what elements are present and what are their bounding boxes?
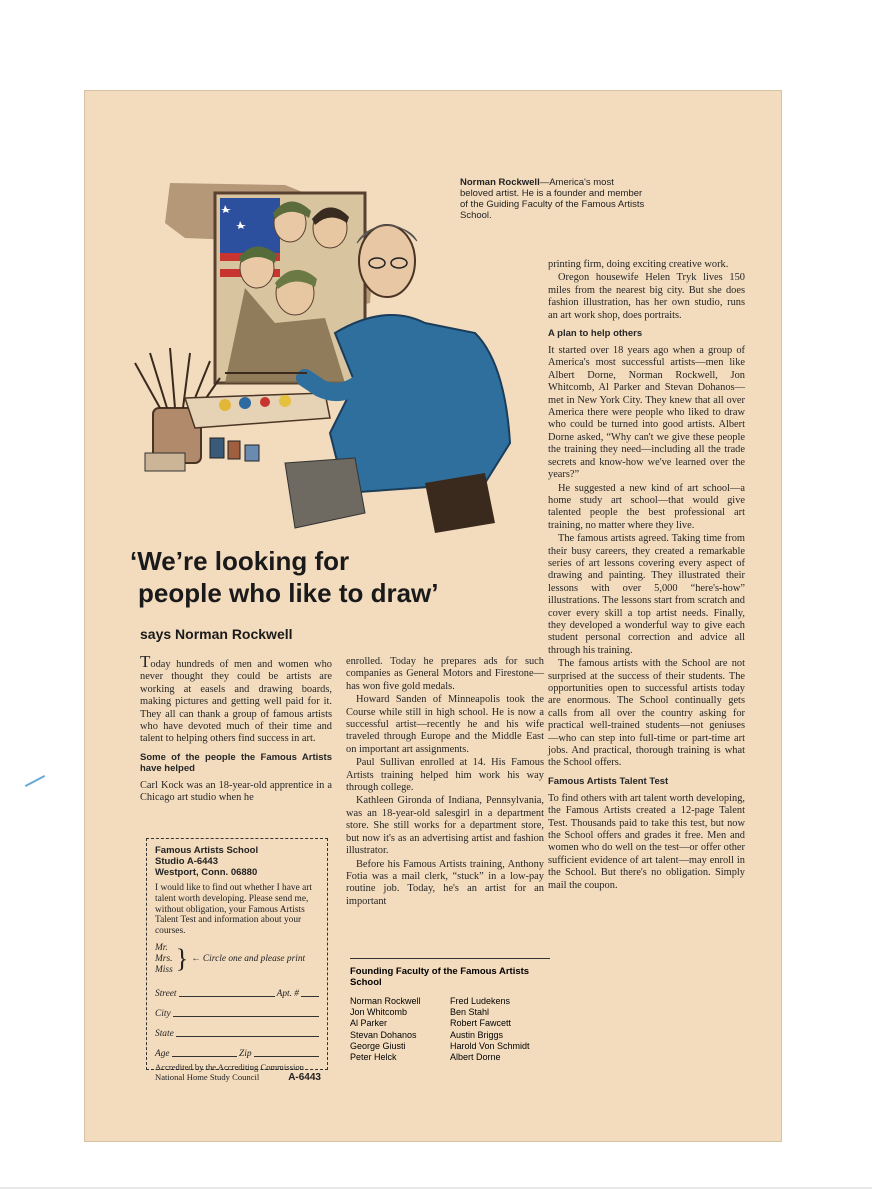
mail-coupon[interactable] — [146, 838, 328, 1083]
background-line — [0, 1187, 872, 1189]
artist-trousers — [285, 458, 365, 528]
faculty-member: Albert Dorne — [450, 1052, 501, 1063]
age-zip-field[interactable] — [155, 1039, 321, 1059]
intro-text: oday hundreds of men and women who never thought they could be artists are working at easels and drawing boards, making pictures and getting well paid for it. They all can thank a group of famous artists who have devoted much of their time and talent to helping others find success in art. — [140, 659, 332, 745]
drop-cap: T — [140, 652, 151, 671]
col2-paragraph-5: Before his Famous Artists training, Anthony Fotia was a mail clerk, “stuck” in a low-pay routine job. Today, he's an artist for an important — [346, 858, 544, 907]
col3-paragraph-4: He suggested a new kind of art school—a home study art school—that would give talented people the best professional art training, no matter where they live. — [548, 482, 745, 531]
column-2 — [346, 656, 544, 909]
apt-label: Apt. # — [276, 988, 299, 999]
state-field[interactable] — [155, 1019, 321, 1039]
caption-name: Norman Rockwell — [460, 177, 540, 188]
chair — [425, 473, 495, 533]
plan-heading: A plan to help others — [548, 328, 643, 340]
founding-faculty — [350, 958, 550, 1063]
faculty-member: Fred Ludekens — [450, 996, 511, 1006]
faculty-member: Norman Rockwell — [350, 996, 421, 1006]
title-selector[interactable] — [155, 943, 321, 975]
headline — [130, 545, 550, 609]
column-1 — [140, 652, 332, 806]
faculty-heading: Founding Faculty of the Famous Artists School — [350, 966, 530, 988]
faculty-member: Al Parker — [350, 1018, 388, 1029]
accreditation-text: Accredited by the Accrediting Commission National Home Study Council — [155, 1062, 304, 1082]
faculty-member: George Giusti — [350, 1040, 406, 1051]
helped-heading: Some of the people the Famous Artists have helped — [140, 751, 332, 774]
col3-paragraph-3: It started over 18 years ago when a group of America's most successful artists—men like Albert Dorne, Norman Rockwell, Jon Whitcomb, Al Parker and Stevan Dohanos—met in New York City. They knew that all over America there were people who liked to draw who could be turned into good artists. Albert Dorne asked, “Why can't we give these people the training they need—including all the trade secrets and know-how we've learned over the years?” — [548, 345, 745, 481]
col3-paragraph-5: The famous artists agreed. Taking time from their busy careers, they created a remarkable series of art lessons covering every aspect of drawing and painting. They illustrated their lessons with over 5,000 “here's-how” illustrations. The lessons start from scratch and cover every skill a top artist needs. Finally, they developed a wonderful way to give each student personal correction and advice all through his training. — [548, 533, 745, 656]
faculty-member: Peter Helck — [350, 1052, 397, 1063]
coupon-request: I would like to find out whether I have art talent worth developing. Please send me, without obligation, your Famous Artists Talent Test and information about your courses. — [155, 883, 312, 937]
talent-test-heading: Famous Artists Talent Test — [548, 775, 669, 787]
col3-paragraph-7: To find others with art talent worth developing, the Famous Artists created a 12-page Talent Test. Thousands paid to take this test, but now the School offers and grades it free. Men and women who do well on the test—or offer other sufficient evidence of art talent—may enroll in the School. But there's no obligation. Simply mail the coupon. — [548, 792, 745, 891]
street-field[interactable] — [155, 979, 321, 999]
title-miss[interactable]: Miss — [155, 964, 173, 975]
title-mrs[interactable]: Mrs. — [155, 953, 173, 964]
col2-paragraph-1: enrolled. Today he prepares ads for such companies as General Motors and Firestone—has won five gold medals. — [346, 656, 544, 692]
col3-paragraph-2: Oregon housewife Helen Tryk lives 150 miles from the nearest big city. But she does fashion illustration, has her own studio, runs an art work shop, does portraits. — [548, 272, 745, 321]
caption-text: —America's most beloved artist. He is a founder and member of the Guiding Faculty of the Famous Artists School. — [460, 177, 645, 221]
city-field[interactable] — [155, 999, 321, 1019]
faculty-member: Ben Stahl — [450, 1007, 490, 1018]
zip-label: Zip — [239, 1048, 252, 1059]
coupon-code: A-6443 — [288, 1071, 321, 1083]
headline-line-2: people who like to draw’ — [138, 578, 439, 608]
stray-pen-mark — [25, 775, 45, 787]
rockwell-painting-illustration — [125, 183, 525, 548]
accreditation — [155, 1063, 321, 1082]
faculty-column-1 — [350, 996, 450, 1063]
col3-paragraph-1: printing firm, doing exciting creative work. — [548, 259, 729, 270]
city-label: City — [155, 1008, 171, 1019]
faculty-member: Jon Whitcomb — [350, 1007, 408, 1018]
faculty-member: Stevan Dohanos — [350, 1029, 417, 1040]
state-label: State — [155, 1028, 174, 1039]
coupon-school: Famous Artists School — [155, 845, 259, 856]
illustration-caption — [460, 177, 645, 221]
coupon-studio: Studio A-6443 — [155, 856, 218, 867]
carl-kock-paragraph: Carl Kock was an 18-year-old apprentice in a Chicago art studio when he — [140, 779, 332, 804]
col3-paragraph-6: The famous artists with the School are not surprised at the success of their students. The opportunities open to successful artists today are enormous. The School continually gets calls from all over the country asking for practical well-trained students—not geniuses—who can step into full-time or part-time art jobs. And practical, thorough training is what the School offers. — [548, 658, 745, 769]
flag-stars — [220, 198, 280, 253]
coupon-address — [155, 845, 321, 878]
col2-paragraph-2: Howard Sanden of Minneapolis took the Course while still in high school. He is now a successful artist—recently he and his wife traveled through Europe and the Middle East on important art assignments. — [346, 694, 544, 755]
intro-paragraph — [140, 652, 332, 746]
faculty-member: Harold Von Schmidt — [450, 1040, 530, 1051]
title-mr[interactable]: Mr. — [155, 942, 168, 953]
street-label: Street — [155, 988, 177, 999]
palette — [185, 393, 330, 428]
byline: says Norman Rockwell — [140, 626, 293, 642]
brace-glyph: } — [175, 944, 189, 974]
headline-line-1: ‘We’re looking for — [130, 546, 350, 576]
col2-paragraph-4: Kathleen Gironda of Indiana, Pennsylvania, was an 18-year-old salesgirl in a department store. She still works for a department store, but now it's as an advertising artist and fashion illustrator. — [346, 795, 544, 857]
coupon-city: Westport, Conn. 06880 — [155, 867, 258, 878]
column-3 — [548, 259, 745, 893]
faculty-member: Austin Briggs — [450, 1029, 504, 1040]
faculty-column-2 — [450, 996, 550, 1063]
circle-note: ← Circle one and please print — [191, 953, 306, 964]
col2-paragraph-3: Paul Sullivan enrolled at 14. His Famous Artists training helped him work his way through college. — [346, 757, 544, 794]
age-label: Age — [155, 1048, 170, 1059]
faculty-member: Robert Fawcett — [450, 1018, 512, 1029]
